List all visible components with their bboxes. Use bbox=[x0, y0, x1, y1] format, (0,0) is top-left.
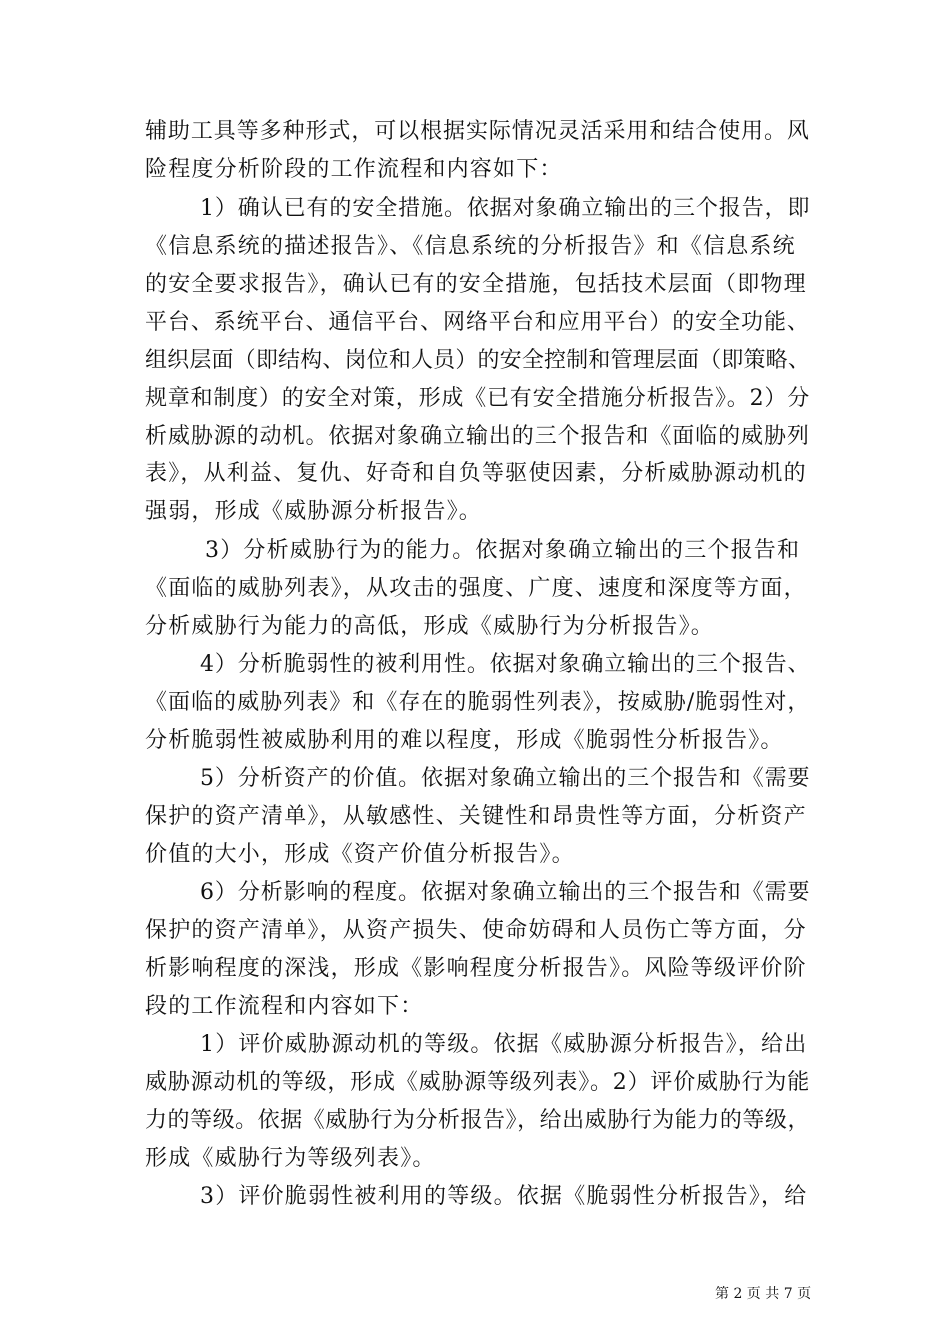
text-line: 险程度分析阶段的工作流程和内容如下： bbox=[145, 157, 563, 182]
text-line: 力的等级。依据《威胁行为分析报告》，给出威胁行为能力的等级， bbox=[145, 1108, 811, 1133]
text-line: 4）分析脆弱性的被利用性。依据对象确立输出的三个报告、 bbox=[200, 652, 811, 677]
text-line: 3）评价脆弱性被利用的等级。依据《脆弱性分析报告》，给 bbox=[200, 1184, 808, 1209]
text-line: 《面临的威胁列表》和《存在的脆弱性列表》，按威胁/脆弱性对， bbox=[145, 690, 811, 715]
text-line: 强弱，形成《威胁源分析报告》。 bbox=[145, 499, 483, 524]
text-line: 威胁源动机的等级，形成《威胁源等级列表》。2）评价威胁行为能 bbox=[145, 1070, 810, 1095]
text-line: 平台、系统平台、通信平台、网络平台和应用平台）的安全功能、 bbox=[145, 310, 810, 335]
text-line: 的安全要求报告》，确认已有的安全措施，包括技术层面（即物理 bbox=[145, 272, 807, 297]
text-line: 1）确认已有的安全措施。依据对象确立输出的三个报告，即 bbox=[200, 196, 811, 221]
text-line: 段的工作流程和内容如下： bbox=[145, 994, 424, 1019]
text-line: 6）分析影响的程度。依据对象确立输出的三个报告和《需要 bbox=[200, 880, 811, 905]
text-line: 《信息系统的描述报告》、《信息系统的分析报告》和《信息系统 bbox=[145, 234, 796, 259]
text-line: 分析威胁行为能力的高低，形成《威胁行为分析报告》。 bbox=[145, 614, 715, 639]
text-line: 保护的资产清单》，从资产损失、使命妨碍和人员伤亡等方面，分 bbox=[145, 918, 807, 943]
text-line: 组织层面（即结构、岗位和人员）的安全控制和管理层面（即策略、 bbox=[145, 348, 811, 373]
text-line: 辅助工具等多种形式，可以根据实际情况灵活采用和结合使用。风 bbox=[145, 119, 810, 144]
text-line: 价值的大小，形成《资产价值分析报告》。 bbox=[145, 842, 575, 867]
text-line: 形成《威胁行为等级列表》。 bbox=[145, 1146, 436, 1171]
text-line: 1）评价威胁源动机的等级。依据《威胁源分析报告》，给出 bbox=[200, 1032, 808, 1057]
text-line: 析威胁源的动机。依据对象确立输出的三个报告和《面临的威胁列 bbox=[145, 424, 810, 449]
text-line: 分析脆弱性被威胁利用的难以程度，形成《脆弱性分析报告》。 bbox=[145, 728, 784, 753]
text-line: 3）分析威胁行为的能力。依据对象确立输出的三个报告和 bbox=[205, 538, 801, 563]
text-line: 保护的资产清单》，从敏感性、关键性和昂贵性等方面，分析资产 bbox=[145, 804, 807, 829]
text-line: 《面临的威胁列表》，从攻击的强度、广度、速度和深度等方面， bbox=[145, 576, 807, 601]
page-footer: 第 2 页 共 7 页 bbox=[715, 1286, 812, 1302]
text-line: 表》，从利益、复仇、好奇和自负等驱使因素，分析威胁源动机的 bbox=[145, 461, 807, 486]
text-line: 5）分析资产的价值。依据对象确立输出的三个报告和《需要 bbox=[200, 766, 811, 791]
text-line: 析影响程度的深浅，形成《影响程度分析报告》。风险等级评价阶 bbox=[145, 956, 807, 981]
text-line: 规章和制度）的安全对策，形成《已有安全措施分析报告》。2）分 bbox=[145, 386, 810, 411]
